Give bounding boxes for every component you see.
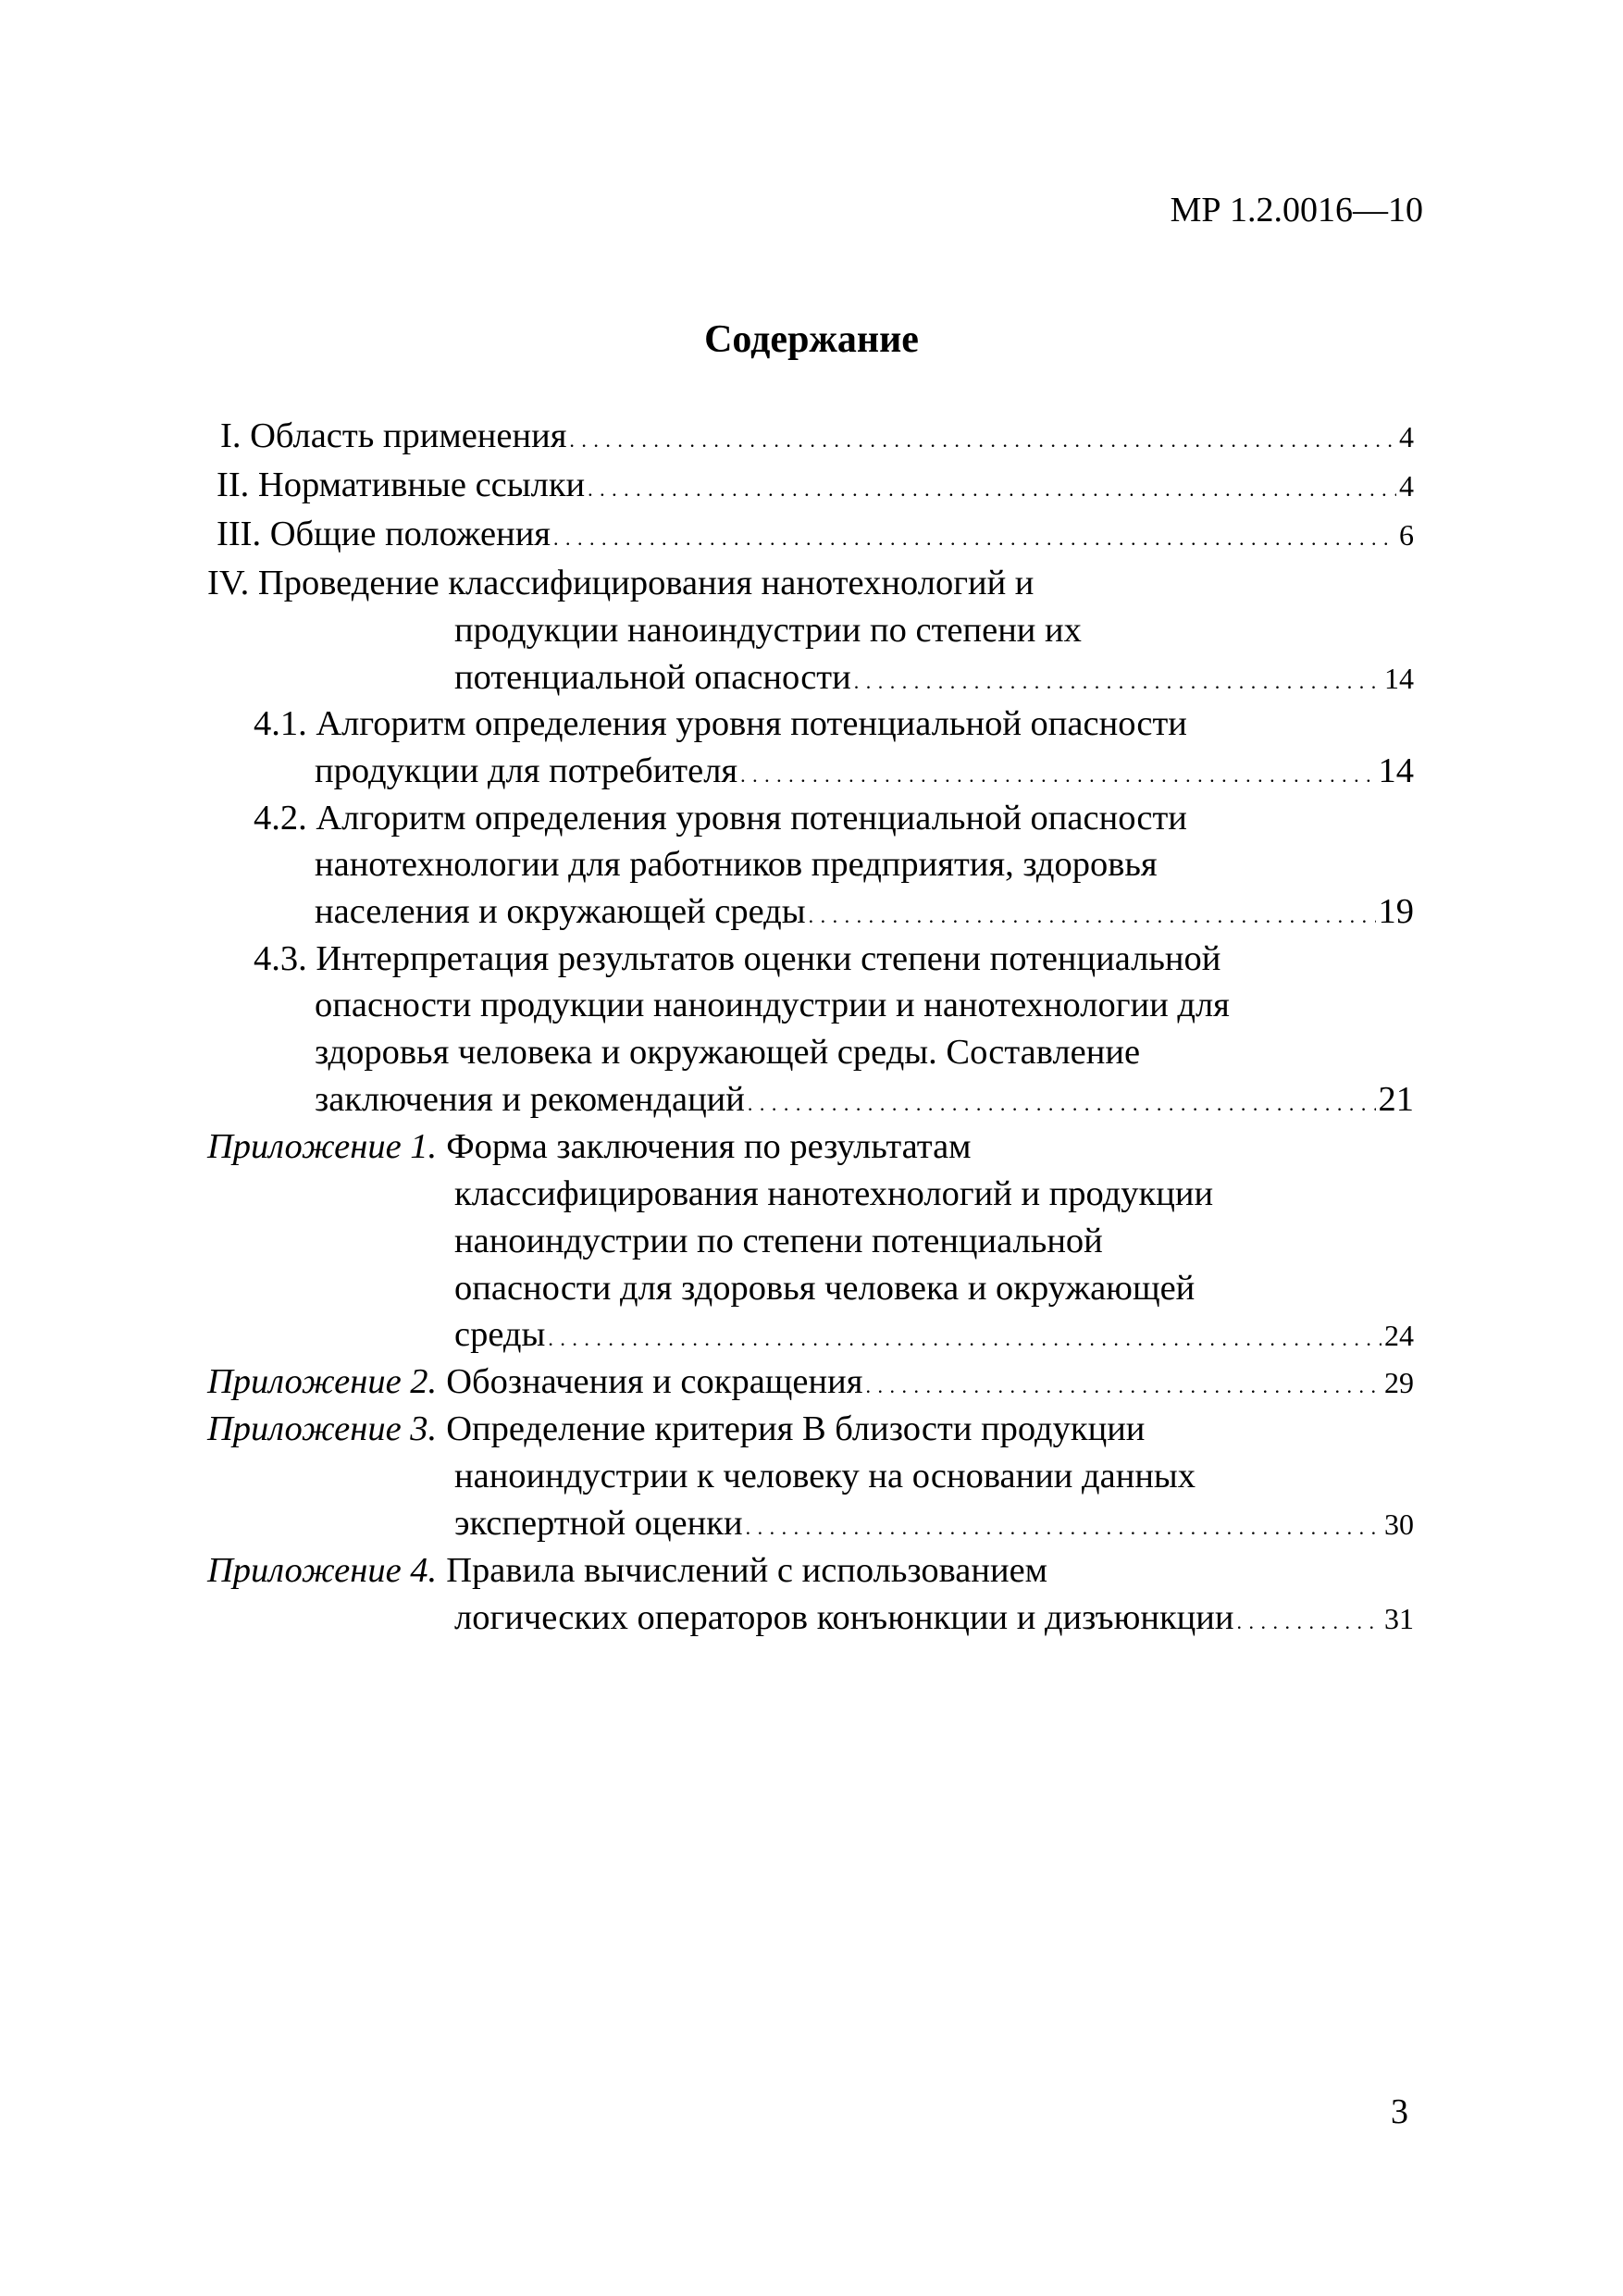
toc-entry-text: Определение критерия В близости продукции [446, 1409, 1146, 1448]
toc-entry-text: классифицирования нанотехнологий и продукции [454, 1174, 1214, 1213]
toc-entry-text: II. Нормативные ссылки [217, 465, 586, 504]
toc-entry-text: нанотехнологии для работников предприятия, здоровья [315, 845, 1158, 884]
toc-appendix-label: Приложение 1. [207, 1127, 438, 1166]
toc-appendix-label: Приложение 4. [207, 1551, 438, 1590]
toc-entry-scope[interactable] [220, 412, 1414, 460]
toc-entry-general-provisions[interactable] [217, 510, 1414, 558]
toc-entry-continuation[interactable] [454, 1310, 1414, 1359]
toc-page-number: 4 [1399, 420, 1414, 453]
toc-leader-dots [1236, 1598, 1381, 1646]
toc-entry-text: III. Общие положения [217, 515, 551, 553]
toc-entry-text: логических операторов конъюнкции и дизъюнкции [454, 1598, 1234, 1637]
toc-entry-text: наноиндустрии к человеку на основании данных [454, 1457, 1196, 1496]
toc-entry-continuation [454, 606, 1414, 654]
toc-entry-text: потенциальной опасности [454, 658, 851, 697]
page-number: 3 [1391, 2092, 1408, 2131]
toc-entry-text: продукции для потребителя [315, 751, 738, 790]
toc-entry-appendix-3[interactable] [207, 1405, 1414, 1453]
toc-entry-normative-references[interactable] [217, 461, 1414, 509]
toc-entry-text: Обозначения и сокращения [446, 1362, 863, 1401]
toc-entry-text: IV. Проведение классифицирования нанотехнологий и [207, 564, 1035, 602]
toc-entry-appendix-1[interactable] [207, 1123, 1414, 1171]
toc-leader-dots [553, 515, 1396, 563]
toc-entry-appendix-2[interactable] [207, 1358, 1414, 1406]
toc-entry-continuation [454, 1170, 1414, 1218]
toc-entry-text: 4.3. Интерпретация результатов оценки степени потенциальной [254, 939, 1221, 978]
toc-leader-dots [809, 892, 1376, 940]
toc-entry-appendix-4[interactable] [207, 1546, 1414, 1595]
toc-entry-continuation[interactable] [315, 747, 1414, 795]
toc-entry-continuation[interactable] [454, 1594, 1414, 1642]
toc-page-number: 14 [1378, 751, 1414, 790]
toc-entry-text: 4.1. Алгоритм определения уровня потенциальной опасности [254, 704, 1187, 743]
toc-entry-continuation [454, 1217, 1414, 1265]
toc-entry-text: продукции наноиндустрии по степени их [454, 611, 1082, 650]
toc-page-number: 19 [1378, 892, 1414, 931]
toc-appendix-label: Приложение 3. [207, 1409, 438, 1448]
toc-entry-text: среды [454, 1315, 546, 1354]
document-code: МР 1.2.0016—10 [1170, 191, 1423, 230]
toc-entry-text: Правила вычислений с использованием [446, 1551, 1048, 1590]
toc-entry-text: экспертной оценки [454, 1504, 743, 1543]
toc-title: Содержание [704, 318, 919, 361]
toc-entry-section-4-3[interactable] [254, 935, 1414, 983]
toc-appendix-label: Приложение 2. [207, 1362, 438, 1401]
toc-leader-dots [548, 1315, 1381, 1363]
toc-entry-continuation[interactable] [454, 653, 1414, 701]
toc-page-number: 24 [1384, 1319, 1414, 1352]
toc-page-number: 21 [1378, 1080, 1414, 1119]
toc-page-number: 6 [1399, 518, 1414, 552]
toc-leader-dots [740, 751, 1375, 800]
toc-entry-section-4-1[interactable] [254, 700, 1414, 748]
toc-leader-dots [569, 416, 1396, 465]
toc-page-number: 14 [1384, 662, 1414, 695]
toc-entry-text: населения и окружающей среды [315, 892, 806, 931]
toc-entry-text: заключения и рекомендаций [315, 1080, 745, 1119]
toc-entry-classification[interactable] [207, 559, 1414, 607]
toc-entry-text: опасности продукции наноиндустрии и нанотехнологии для [315, 986, 1230, 1024]
toc-entry-continuation [454, 1452, 1414, 1500]
toc-entry-text: 4.2. Алгоритм определения уровня потенциальной опасности [254, 799, 1187, 838]
toc-entry-section-4-2[interactable] [254, 794, 1414, 842]
toc-entry-continuation[interactable] [454, 1499, 1414, 1547]
toc-entry-text: Форма заключения по результатам [446, 1127, 972, 1166]
toc-page-number: 31 [1384, 1602, 1414, 1635]
toc-page-number: 29 [1384, 1366, 1414, 1399]
toc-entry-continuation [315, 981, 1414, 1029]
toc-leader-dots [748, 1080, 1376, 1128]
toc-entry-continuation [315, 1028, 1414, 1076]
toc-entry-continuation[interactable] [315, 887, 1414, 936]
toc-page-number: 30 [1384, 1508, 1414, 1541]
toc-entry-text: опасности для здоровья человека и окружающей [454, 1269, 1196, 1308]
toc-page-number: 4 [1399, 469, 1414, 503]
toc-leader-dots [865, 1362, 1381, 1410]
toc-entry-continuation [315, 840, 1414, 888]
toc-leader-dots [746, 1504, 1381, 1552]
toc-leader-dots [588, 465, 1396, 514]
toc-entry-text: наноиндустрии по степени потенциальной [454, 1222, 1103, 1260]
toc-entry-continuation[interactable] [315, 1075, 1414, 1123]
toc-entry-text: здоровья человека и окружающей среды. Составление [315, 1033, 1141, 1072]
toc-entry-text: I. Область применения [220, 416, 567, 455]
toc-entry-continuation [454, 1264, 1414, 1312]
